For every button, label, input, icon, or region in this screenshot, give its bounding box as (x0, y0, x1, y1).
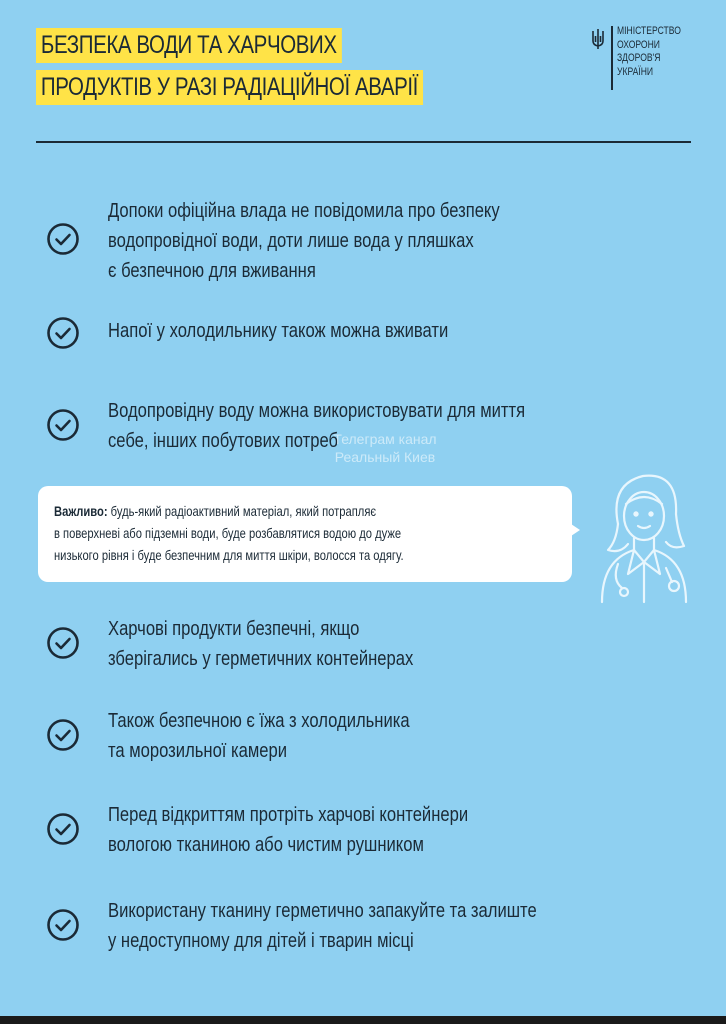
ministry-separator (611, 26, 613, 90)
item-line: вологою тканиною або чистим рушником (108, 834, 424, 856)
ministry-name (617, 25, 711, 79)
item-line: себе, інших побутових потреб (108, 430, 339, 452)
item-line: Також безпечною є їжа з холодильника (108, 710, 410, 732)
check-circle-icon (46, 222, 80, 256)
doctor-illustration-icon (588, 464, 698, 604)
item-line: є безпечною для вживання (108, 260, 316, 282)
bottom-bar (0, 1016, 726, 1024)
check-circle-icon (46, 812, 80, 846)
watermark (300, 430, 470, 466)
title-line-2: ПРОДУКТІВ У РАЗІ РАДІАЦІЙНОЇ АВАРІЇ (36, 70, 423, 105)
item-line: Напої у холодильнику також можна вживати (108, 320, 449, 342)
watermark-line-2: Реальный Киев (334, 449, 436, 465)
item-line: Використану тканину герметично запакуйте та залиште (108, 900, 537, 922)
ministry-line-4: УКРАЇНИ (617, 65, 654, 78)
check-circle-icon (46, 408, 80, 442)
watermark-line-1: Телеграм канал (333, 431, 437, 447)
item-text (108, 196, 681, 286)
check-circle-icon (46, 718, 80, 752)
callout-text (54, 500, 566, 566)
item-line: водопровідної води, доти лише вода у пляшках (108, 230, 474, 252)
item-text (108, 614, 681, 674)
item-text (108, 706, 681, 766)
ministry-line-1: МІНІСТЕРСТВО (617, 25, 681, 37)
header-divider (36, 141, 691, 143)
item-line: Допоки офіційна влада не повідомила про безпеку (108, 200, 500, 222)
ministry-line-3: ЗДОРОВ'Я (617, 52, 661, 64)
check-circle-icon (46, 908, 80, 942)
item-line: зберігались у герметичних контейнерах (108, 648, 414, 670)
item-text (108, 800, 681, 860)
item-line: та морозильної камери (108, 740, 288, 762)
check-circle-icon (46, 626, 80, 660)
important-callout (38, 486, 572, 582)
item-line: Водопровідну воду можна використовувати для миття (108, 400, 526, 422)
callout-label: Важливо: (54, 503, 108, 519)
ministry-line-2: ОХОРОНИ (617, 38, 660, 51)
callout-tail (568, 522, 580, 538)
item-line: Перед відкриттям протріть харчові контейнери (108, 804, 469, 826)
title-line-1: БЕЗПЕКА ВОДИ ТА ХАРЧОВИХ (36, 28, 342, 63)
item-text (108, 316, 681, 346)
trident-icon (591, 28, 605, 50)
check-circle-icon (46, 316, 80, 350)
callout-line-1-text: будь-який радіоактивний матеріал, який потрапляє (107, 503, 377, 519)
ministry-logo (585, 26, 705, 96)
callout-line-2: в поверхневі або підземні води, буде розбавлятися водою до дуже (54, 525, 402, 541)
callout-line-3: низького рівня і буде безпечним для миття шкіри, волосся та одягу. (54, 547, 404, 563)
item-line: Харчові продукти безпечні, якщо (108, 618, 360, 640)
item-text (108, 896, 681, 956)
item-line: у недоступному для дітей і тварин місці (108, 930, 414, 952)
callout-line-1 (54, 500, 566, 522)
